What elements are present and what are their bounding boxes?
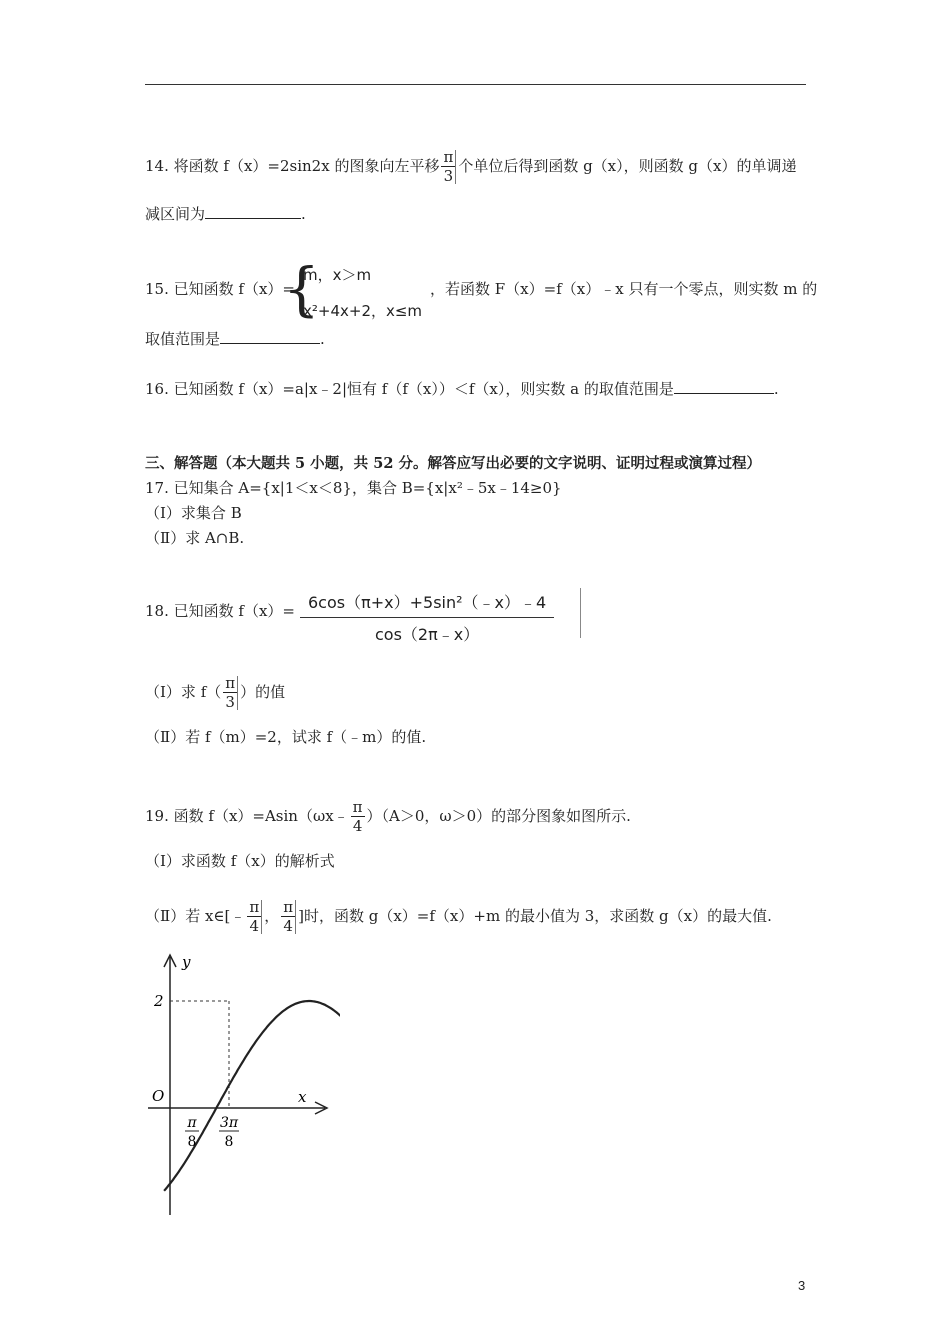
- question-18-part-2: （Ⅱ）若 f（m）=2，试求 f（﹣m）的值.: [145, 728, 427, 746]
- question-15-prefix: 15. 已知函数 f（x）=: [145, 280, 295, 298]
- question-14-line-2: 减区间为 .: [145, 205, 306, 223]
- q18-numerator: 6cos（π+x）+5sin²（﹣x）﹣4: [300, 590, 554, 618]
- section-3-title: 三、解答题（本大题共 5 小题，共 52 分。解答应写出必要的文字说明、证明过程或演算过程）: [145, 455, 761, 472]
- x-tick-2-den: 8: [224, 1134, 234, 1150]
- question-15-suffix: ，若函数 F（x）=f（x）﹣x 只有一个零点，则实数 m 的: [430, 280, 818, 298]
- fraction-pi-over-4-neg: $\frac{\pi}{4}$: [247, 900, 262, 934]
- piecewise-case-1: m，x＞m: [303, 266, 372, 284]
- question-18-part-1: （Ⅰ）求 f（ $\frac{\pi}{3}$ ）的值: [145, 674, 286, 711]
- sine-graph: [140, 945, 340, 1220]
- question-18-prefix: 18. 已知函数 f（x）=: [145, 602, 295, 620]
- answer-blank-14[interactable]: [205, 204, 301, 219]
- formula-edge: [580, 588, 581, 638]
- fraction-pi-over-4-pos: $\frac{\pi}{4}$: [281, 900, 296, 934]
- q18-denominator: cos（2π﹣x）: [374, 625, 480, 644]
- question-17-part-2: （Ⅱ）求 A∩B.: [145, 529, 245, 547]
- question-17-stem: 17. 已知集合 A={x|1＜x＜8}，集合 B={x|x²﹣5x﹣14≥0}: [145, 479, 562, 497]
- x-tick-1-num: π: [187, 1115, 197, 1131]
- question-16: 16. 已知函数 f（x）=a|x﹣2|恒有 f（f（x））＜f（x），则实数 a 的取值范围是 .: [145, 380, 779, 398]
- piecewise-case-2: x²+4x+2，x≤m: [303, 302, 423, 320]
- x-tick-1-den: 8: [187, 1134, 197, 1150]
- question-17-part-1: （Ⅰ）求集合 B: [145, 504, 242, 522]
- y-axis-label: y: [182, 953, 191, 971]
- y-tick-2: 2: [154, 992, 164, 1010]
- question-15-line-2: 取值范围是 .: [145, 330, 325, 348]
- question-19-part-1: （Ⅰ）求函数 f（x）的解析式: [145, 852, 335, 870]
- sine-curve: [164, 1001, 340, 1191]
- x-tick-2-num: 3π: [219, 1115, 239, 1131]
- question-14-line-1: 14. 将函数 f（x）=2sin2x 的图象向左平移 $\frac{\pi}{3}$ 个单位后得到函数 g（x），则函数 g（x）的单调递: [145, 148, 797, 185]
- fraction-pi-over-4: $\frac{\pi}{4}$: [352, 798, 363, 835]
- origin-label: O: [152, 1087, 165, 1105]
- piecewise-brace: {: [283, 255, 320, 323]
- x-axis-label: x: [298, 1088, 307, 1106]
- answer-blank-16[interactable]: [674, 379, 774, 394]
- fraction-pi-over-3: $\frac{\pi}{3}$: [441, 150, 456, 184]
- q18-fraction: [300, 590, 554, 645]
- question-19-part-2: （Ⅱ）若 x∈[﹣ $\frac{\pi}{4}$ ， $\frac{\pi}{4}$ ]时，函数 g（x）=f（x）+m 的最小值为 3，求函数 g（x）的最大值.: [145, 898, 772, 935]
- answer-blank-15[interactable]: [220, 329, 320, 344]
- header-rule: [145, 84, 806, 85]
- page-number: 3: [798, 1278, 806, 1293]
- fraction-pi-over-3-b: $\frac{\pi}{3}$: [223, 676, 238, 710]
- question-19-stem: 19. 函数 f（x）=Asin（ωx﹣ $\frac{\pi}{4}$ ）（A＞0，ω＞0）的部分图象如图所示.: [145, 798, 631, 835]
